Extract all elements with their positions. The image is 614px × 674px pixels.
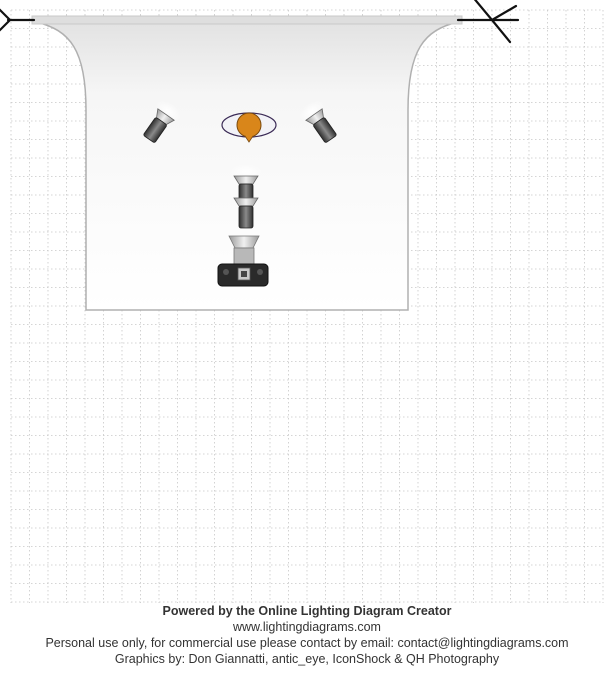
powered-by-text: Powered by the Online Lighting Diagram Creator	[162, 604, 452, 618]
website-text: www.lightingdiagrams.com	[233, 620, 381, 634]
backdrop-stand-right[interactable]	[458, 0, 518, 42]
license-text: Personal use only, for commercial use please contact by email: contact@lightingdiagrams.com	[45, 636, 569, 650]
backdrop-stand-left[interactable]	[0, 6, 34, 34]
credits-text: Graphics by: Don Giannatti, antic_eye, IconShock & QH Photography	[114, 652, 500, 666]
